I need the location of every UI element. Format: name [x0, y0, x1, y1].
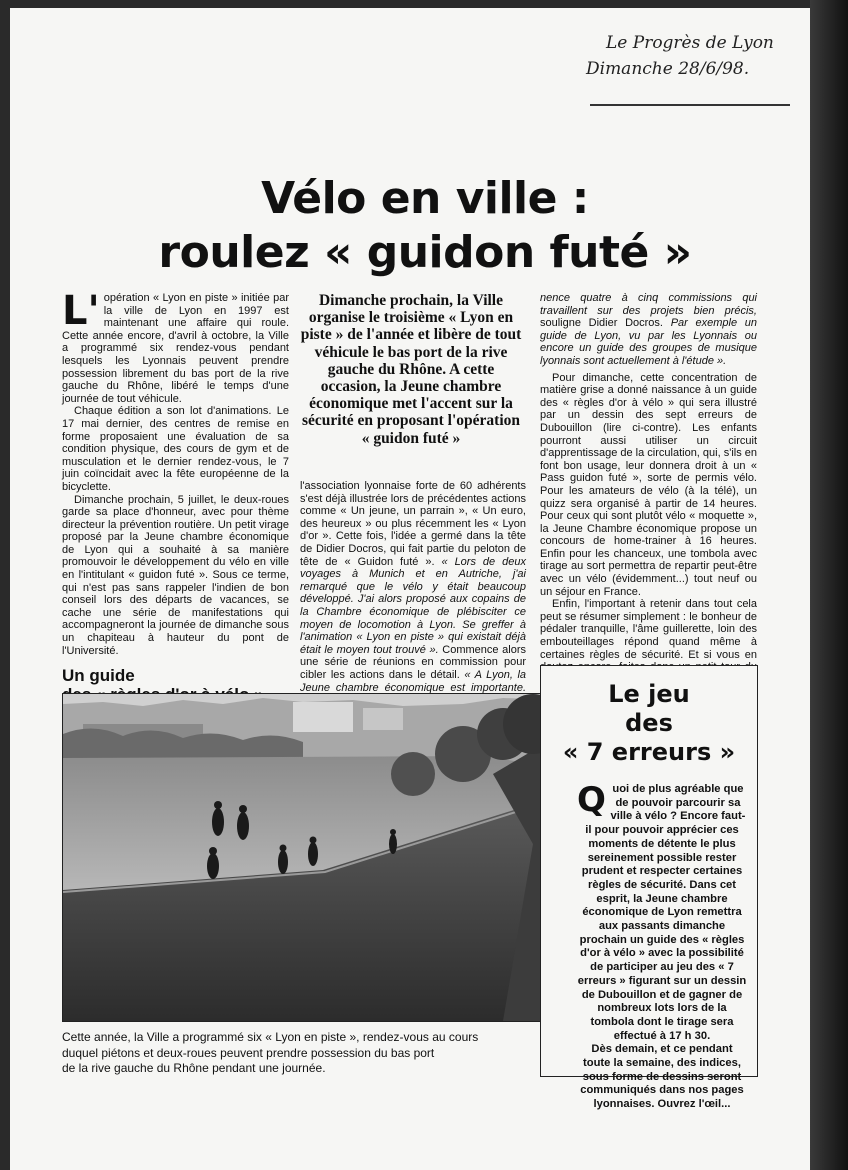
caption-line1: Cette année, la Ville a programmé six « Lyon en piste », rendez-vous au cours	[62, 1030, 479, 1044]
handwritten-date: Dimanche 28/6/98.	[586, 59, 750, 80]
box-paragraph-1: uoi de plus agréable que de pouvoir parcourir sa ville à vélo ? Encore faut-il pour pouvoir apprécier ces moments de détente le plus sereinement possible rester prudent et respecter certaines règles de sécurité. Dans cet esprit, la Jeune chambre économique de Lyon remettra aux passants dimanche prochain un guide des « règles d'or à vélo » avec la possibilité de participer au jeu des « 7 erreurs » figurant sur un dessin de Dubouillon et de gagner de nombreux lots lors de la tombola dont le tirage sera effectué à 17 h 30.	[577, 783, 747, 1042]
col2-text-2: Commence alors une série de réunions en commission pour cibler les actions dans le détail.	[300, 643, 526, 681]
box-title-line1: Le jeu	[608, 680, 690, 708]
subhead-line1: Un guide	[62, 666, 135, 686]
caption-line2: duquel piétons et deux-roues peuvent prendre possession du bas port	[62, 1045, 435, 1060]
col3-quote-1: nence quatre à cinq commissions qui travaillent sur des projets bien précis,	[540, 292, 757, 317]
article-column-2	[300, 480, 526, 707]
col3-paragraph-2: Enfin, l'important à retenir dans tout cela peut se résumer simplement : le bonheur de pédaler tranquille, l'âme guillerette, loin des embouteillages répond quand même à certaines règles de sécurité. Et si vous en	[540, 598, 757, 661]
box-title	[541, 680, 757, 767]
col3-text-1: souligne Didier Docros.	[540, 317, 663, 330]
handwritten-source: Le Progrès de Lyon	[606, 33, 774, 53]
box-title-line2: des	[625, 709, 673, 737]
scan-edge	[810, 0, 848, 1170]
dropcap-q: Q	[577, 780, 606, 820]
box-body	[541, 780, 757, 1112]
box-title-line3: « 7 erreurs »	[562, 738, 736, 766]
lede: Dimanche prochain, la Ville organise le troisième « Lyon en piste » de l'année et libère de tout véhicule le bas port de la rive gauche du Rhône. A cette occasion, la Jeune chambre économique met l'accent sur la sécurité en proposant l'opération « guidon futé »	[300, 292, 522, 447]
caption-line3: de la rive gauche du Rhône pendant une journée.	[62, 1061, 326, 1075]
sidebar-box-7-erreurs	[540, 665, 758, 1111]
riverbank-photo-illustration	[63, 694, 561, 1021]
headline-line1: Vélo en ville :	[261, 173, 589, 224]
col2-text-1: l'association lyonnaise forte de 60 adhérents s'est déjà illustrée lors de précédentes actions comme « Un jeune, un parrain », « Un euro, des heureux » ou plus récemment les « Lyon d'or ». Cette fois, l'idée a germé dans la tête de Didier Docros, qui fait partie du peloton de tête de « Guidon futé ».	[300, 480, 526, 568]
col2-quote-2: « A Lyon, la Jeune chambre économique est importante.	[300, 668, 527, 694]
col1-paragraph-3: Dimanche prochain, 5 juillet, le deux-roues garde sa place d'honneur, avec pour thème directeur la prévention routière. Un petit virage proposé par la Jeune chambre économique de Lyon qui a souhaité à sa manière promouvoir le développement du vélo en ville en l'intitulant « guidon futé ». Sous ce terme, qui n'est pas sans rappeler l'indien de bon conseil lors des départs de vacances, se cache une série de manifestations qui accompagneront la journée de dimanche sous un chapiteau à hauteur du pont de l'Université.	[62, 493, 289, 657]
col2-quote-1: « Lors de deux voyages à Munich et en Autriche, j'ai remarqué que le vélo y était beaucoup développé. J'ai alors proposé aux copains de la Chambre économique de plébisciter ce moyen de locomotion à Lyon. Se greffer à l'animation « Lyon en piste » qui existait déjà était le moyen tout trouvé ».	[300, 555, 526, 656]
handwritten-underline	[590, 104, 790, 106]
headline-line2: roulez « guidon futé »	[158, 227, 692, 278]
dropcap-l: L'	[62, 288, 100, 334]
photo-caption	[62, 1030, 532, 1077]
riverbank-photo	[62, 693, 562, 1022]
box-paragraph-2: Dès demain, et ce pendant toute la semaine, des indices, sous forme de dessins seront communiqués dans nos pages lyonnaises. Ouvrez l'œil...	[580, 1043, 744, 1111]
col1-paragraph-2: Chaque édition a son lot d'animations. Le 17 mai dernier, des centres de remise en forme proposaient une évaluation de sa condition physique, des cours de gym et de musculation et le dernier rendez-vous, le 7 juin coïncidait avec la fête européenne de la bicyclette.	[62, 405, 289, 493]
col3-paragraph-1: Pour dimanche, cette concentration de matière grise a donné naissance à un guide des « règles d'or à vélo » qui sera illustré par un dessin des sept erreurs de Dubouillon (lire ci-contre). Les enfants pourront aussi utiliser un circuit d'apprentissage de la circulation, qui, s'ils en font bon usage, leur donnera droit à un « Pass guidon futé », sorte de permis vélo. Pour les amateurs de vélo (à la télé), un quizz sera organisé à partir de 14 heures. Pour ceux qui sont plutôt vélo « moquette », la Jeune Chambre économique propose un concours de home-trainer à 16 heures. Enfin pour les chanceux, une tombola avec tirage au sort permettra de repartir peut-être avec un vélo (évidemment...) tout neuf ou un séjour en France.	[540, 371, 757, 598]
col1-paragraph-1: opération « Lyon en piste » initiée par la ville de Lyon en 1997 est maintenant une affaire qui roule. Cette année encore, d'avril à octobre, la Ville a programmé six rendez-vous pendant lesquels les Lyonnais peuvent prendre possession librement du bas port de la rive gauche du Rhône, libéré le temps d'une journée de tout véhicule.	[62, 292, 289, 405]
article-column-1	[62, 288, 289, 748]
handwritten-note	[586, 30, 774, 83]
headline	[100, 172, 750, 280]
col3-quote-2: Par exemple un guide de Lyon, vu par les Lyonnais ou encore un guide des groupes de musique lyonnais sont actuellement à l'étude ».	[540, 317, 758, 367]
article-column-3	[540, 292, 757, 715]
